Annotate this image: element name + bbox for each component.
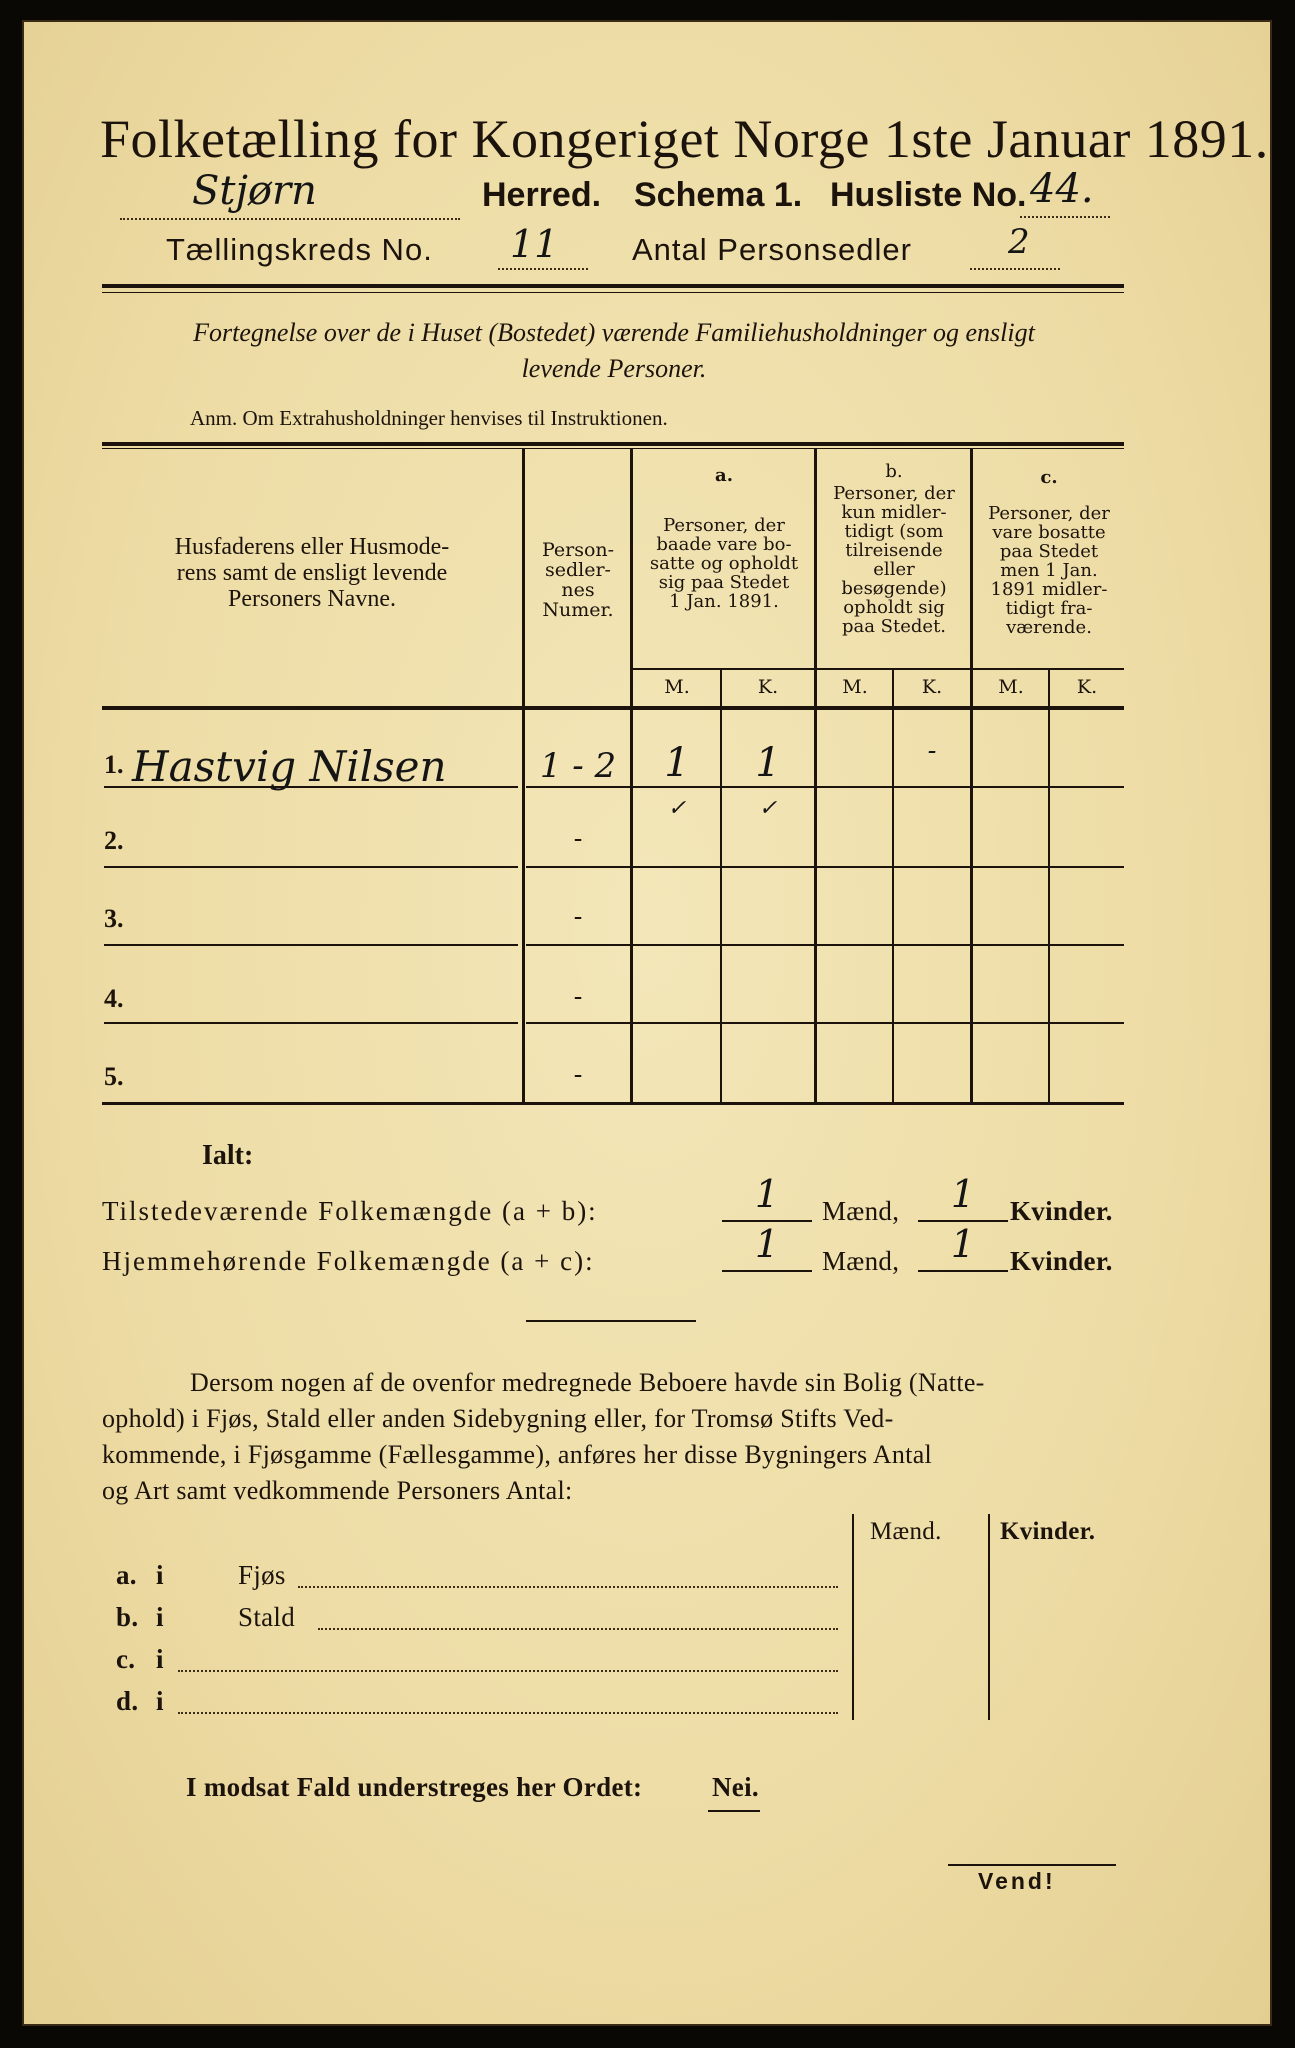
- col-c-header-line: paa Stedet: [999, 541, 1099, 562]
- herred-label: Herred.: [482, 176, 602, 214]
- ialt-label: Ialt:: [202, 1140, 254, 1171]
- buildings-para-line1: Dersom nogen af de ovenfor medregnede Beboere havde sin Bolig (Natte-: [190, 1368, 985, 1397]
- row-numer-cell: 1 - 2: [539, 746, 617, 786]
- col-c-header-line: men 1 Jan.: [1000, 560, 1098, 581]
- col-b-header: [818, 484, 970, 636]
- row-numer-cell: -: [573, 824, 583, 854]
- hjemme-maend-line: [722, 1270, 812, 1272]
- maend-label: Mænd,: [822, 1246, 900, 1276]
- building-item-label: Stald: [238, 1602, 296, 1632]
- col-a-header-line: baade vare bo-: [656, 534, 792, 555]
- hjemme-kvinder-value: 1: [950, 1222, 976, 1266]
- col-c-header: [974, 504, 1124, 637]
- col-b-header-line: paa Stedet.: [841, 616, 947, 637]
- nei-underline: [708, 1810, 760, 1812]
- col-a-letter: a.: [715, 465, 733, 486]
- col-rule-a-mk: [720, 668, 722, 1102]
- c-m-label: M.: [998, 676, 1024, 698]
- anm-note: Anm. Om Extrahusholdninger henvises til Instruktionen.: [190, 406, 668, 430]
- col-c-header-line: tidigt fra-: [1005, 598, 1093, 619]
- col-rule-numer: [630, 448, 633, 1102]
- header-rule-thick: [102, 284, 1124, 288]
- tilstede-maend-value: 1: [754, 1172, 780, 1216]
- row-rule: [526, 1022, 1124, 1024]
- kvinder-label: Kvinder.: [1010, 1246, 1113, 1276]
- schema-label: Schema 1.: [634, 176, 803, 214]
- header-rule-thin: [102, 292, 1124, 293]
- col-rule-a: [814, 448, 817, 1102]
- row-rule: [526, 866, 1124, 868]
- hjemme-kvinder-line: [918, 1270, 1008, 1272]
- row-number: 3.: [104, 904, 124, 933]
- row-name-cell: Hastvig Nilsen: [132, 742, 447, 791]
- building-item-letter: b.: [116, 1602, 139, 1632]
- modsat-label: I modsat Fald understreges her Ordet:: [186, 1772, 643, 1802]
- a-k-label: K.: [757, 676, 779, 698]
- tilstede-label: Tilstedeværende Folkemængde (a + b):: [102, 1196, 598, 1226]
- husliste-label: Husliste No.: [830, 176, 1027, 214]
- row-number: 2.: [104, 826, 124, 855]
- maend-label: Mænd,: [822, 1196, 900, 1226]
- row-rule: [104, 866, 518, 868]
- tilstede-kvinder-value: 1: [950, 1172, 976, 1216]
- buildings-col-kvinder: Kvinder.: [1000, 1518, 1096, 1545]
- row-rule: [526, 786, 1124, 788]
- row-rule: [526, 944, 1124, 946]
- b-m-label: M.: [842, 676, 868, 698]
- hjemme-maend-value: 1: [754, 1222, 780, 1266]
- row-number: 5.: [104, 1062, 124, 1091]
- row-b-k-cell: -: [927, 736, 937, 766]
- building-item-letter: d.: [116, 1686, 139, 1716]
- b-k-label: K.: [921, 676, 943, 698]
- buildings-col-rule-2: [988, 1514, 990, 1720]
- building-item-i: i: [156, 1602, 164, 1632]
- col-numer-header-line: Numer.: [542, 599, 614, 621]
- building-item-letter: c.: [116, 1644, 136, 1674]
- row-a-m-cell: 1: [664, 740, 690, 786]
- col-name-header: [104, 534, 520, 612]
- a-m-label: M.: [664, 676, 690, 698]
- hjemme-label: Hjemmehørende Folkemængde (a + c):: [102, 1246, 595, 1276]
- col-rule-b-mk: [892, 668, 894, 1102]
- col-numer-header-line: Person-: [541, 539, 615, 561]
- table-bottom-rule: [102, 1102, 1124, 1105]
- building-item-label: Fjøs: [238, 1560, 286, 1590]
- col-rule-b: [970, 448, 973, 1102]
- mk-header-rule: [632, 668, 1124, 670]
- col-c-header-line: 1891 midler-: [990, 579, 1108, 600]
- building-item-dots: [318, 1626, 838, 1630]
- row-a-k-cell: 1: [755, 740, 781, 786]
- col-a-header-line: 1 Jan. 1891.: [669, 591, 779, 612]
- col-b-header-line: besøgende): [841, 578, 947, 599]
- row-numer-cell: -: [573, 902, 583, 932]
- col-rule-c-mk: [1048, 668, 1050, 1102]
- col-name-header-line1: Husfaderens eller Husmode-: [174, 534, 450, 560]
- col-a-header-line: Personer, der: [663, 515, 785, 536]
- row-numer-cell: -: [573, 982, 583, 1012]
- table-top-rule: [102, 442, 1124, 446]
- col-b-header-line: eller: [873, 559, 915, 580]
- row-a-k-cell: ✓: [758, 796, 778, 821]
- col-a-header: [634, 516, 814, 611]
- row-rule: [104, 944, 518, 946]
- col-c-header-line: værende.: [1006, 617, 1092, 638]
- col-a-header-line: satte og opholdt: [649, 553, 799, 574]
- col-name-header-line2: rens samt de ensligt levende: [176, 560, 448, 586]
- col-b-header-line: Personer, der: [833, 483, 955, 504]
- building-item-dots: [178, 1710, 838, 1714]
- c-k-label: K.: [1076, 676, 1098, 698]
- antal-label: Antal Personsedler: [632, 232, 912, 267]
- nei-word: Nei.: [712, 1772, 759, 1802]
- col-numer-header: [526, 540, 630, 620]
- herred-value: Stjørn: [192, 168, 317, 214]
- vend-rule: [948, 1864, 1116, 1866]
- col-b-header-line: tidigt (som: [844, 521, 944, 542]
- vend-label: Vend!: [978, 1868, 1056, 1894]
- col-numer-header-line: sedler-: [545, 559, 611, 581]
- col-numer-header-line: nes: [561, 579, 595, 601]
- col-c-letter: c.: [1040, 467, 1058, 488]
- row-number: 4.: [104, 984, 124, 1013]
- kreds-label: Tællingskreds No.: [166, 232, 433, 267]
- building-item-dots: [178, 1668, 838, 1672]
- buildings-para-line3: kommende, i Fjøsgamme (Fællesgamme), anføres her disse Bygningers Antal: [102, 1440, 933, 1469]
- row-numer-cell: -: [573, 1060, 583, 1090]
- buildings-col-rule-1: [852, 1514, 854, 1720]
- col-b-header-line: kun midler-: [841, 502, 947, 523]
- row-rule: [104, 1022, 518, 1024]
- col-b-header-line: tilreisende: [845, 540, 943, 561]
- kvinder-label: Kvinder.: [1010, 1196, 1113, 1226]
- building-item-i: i: [156, 1560, 164, 1590]
- building-item-i: i: [156, 1686, 164, 1716]
- col-c-header-line: Personer, der: [988, 503, 1110, 524]
- building-item-letter: a.: [116, 1560, 137, 1590]
- row-number: 1.: [104, 750, 124, 779]
- intro-heading-line1: Fortegnelse over de i Huset (Bostedet) værende Familiehusholdninger og ensligt: [193, 318, 1035, 347]
- buildings-para-line2: ophold) i Fjøs, Stald eller anden Sidebygning eller, for Tromsø Stifts Ved-: [102, 1404, 894, 1433]
- building-item-dots: [298, 1584, 838, 1588]
- col-name-header-line3: Personers Navne.: [228, 586, 396, 612]
- section-divider: [526, 1320, 696, 1322]
- intro-heading-line2: levende Personer.: [521, 354, 707, 383]
- col-b-letter: b.: [885, 461, 903, 482]
- col-a-header-line: sig paa Stedet: [658, 572, 790, 593]
- row-a-m-cell: ✓: [667, 796, 687, 821]
- antal-value: 2: [1008, 222, 1030, 262]
- building-item-i: i: [156, 1644, 164, 1674]
- kreds-value: 11: [510, 222, 559, 266]
- form-title: Folketælling for Kongeriget Norge 1ste Januar 1891.: [100, 109, 1269, 169]
- husliste-value: 44.: [1030, 166, 1094, 212]
- buildings-para-line4: og Art samt vedkommende Personers Antal:: [102, 1476, 573, 1505]
- buildings-col-maend: Mænd.: [870, 1518, 942, 1545]
- col-c-header-line: vare bosatte: [992, 522, 1106, 543]
- col-rule-name: [522, 448, 525, 1102]
- col-b-header-line: opholdt sig: [843, 597, 945, 618]
